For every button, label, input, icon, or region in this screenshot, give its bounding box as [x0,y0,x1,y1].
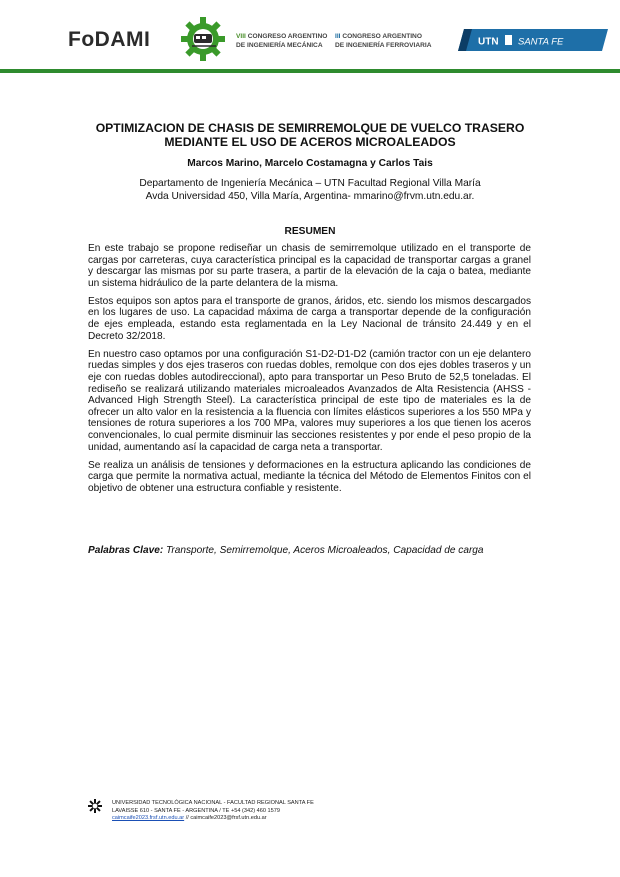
paper-authors: Marcos Marino, Marcelo Costamagna y Carlos Tais [187,158,433,169]
paper-title: OPTIMIZACION DE CHASIS DE SEMIRREMOLQUE DE VUELCO TRASERO MEDIANTE EL USO DE ACEROS MICROALEADOS [95,121,525,149]
abstract-heading: RESUMEN [284,226,336,237]
keywords-list: Transporte, Semirremolque, Aceros Microaleados, Capacidad de carga [163,545,484,556]
abstract-body [88,243,531,501]
utn-emblem-icon [88,799,102,813]
keywords-label: Palabras Clave: [88,545,164,556]
gear-train-logo-icon [180,16,226,62]
abstract-paragraph: Se realiza un análisis de tensiones y deformaciones en la estructura aplicando las condiciones de carga que permite la normativa actual, mediante la técnica del Método de Elementos Finitos con el objetivo de obtener una estructura confiable y resistente. [88,459,531,494]
utn-emblem-icon [505,35,512,45]
footer-address: LAVAISSE 610 - SANTA FE - ARGENTINA / TE +54 (342) 460 1579 [112,807,280,814]
footer-email: caimcaife2023@frsf.utn.edu.ar [190,815,267,822]
page-footer [112,800,314,823]
footer-contact: caimcaife2023.frsf.utn.edu.ar // caimcaife2023@frsf.utn.edu.ar [112,815,267,822]
abstract-paragraph: Estos equipos son aptos para el transporte de granos, áridos, etc. siendo los mismos descargados en los lugares de uso. La capacidad máxima de carga a transportar depende de la configuración de ejes empleada, estando esta reglamentada en la Ley Nacional de tránsito 24.449 y en el Decreto 32/2018. [88,295,531,342]
keywords-line [88,545,531,556]
congress-railway-label: III CONGRESO ARGENTINO DE INGENIERÍA FERROVIARIA [335,33,432,49]
paper-affiliation: Departamento de Ingeniería Mecánica – UTN Facultad Regional Villa María Avda Universidad 450, Villa María, Argentina- mmarino@frvm.utn.edu.ar. [139,178,481,202]
footer-institution: UNIVERSIDAD TECNOLÓGICA NACIONAL - FACULTAD REGIONAL SANTA FE [112,800,314,806]
header-divider [0,69,620,73]
abstract-paragraph: En este trabajo se propone rediseñar un chasis de semirremolque utilizado en el transporte de cargas por carreteras, cuya característica principal es la capacidad de transportar cargas a granel y descargar las mismas por su parte trasera, a partir de la elevación de la caja o batea, mediante un sistema hidráulico de la parte delantera de la misma. [88,243,531,289]
congress-mechanical-label: VIII CONGRESO ARGENTINO DE INGENIERÍA MECÁNICA [236,33,328,49]
utn-city-label: SANTA FE [518,36,564,48]
footer-website-link[interactable]: caimcaife2023.frsf.utn.edu.ar [112,815,185,822]
fodami-logo-text: FoDAMI [68,28,151,51]
page-header [0,0,620,72]
utn-santa-fe-logo [458,29,608,51]
utn-label: UTN [478,36,499,48]
abstract-paragraph: En nuestro caso optamos por una configuración S1-D2-D1-D2 (camión tractor con un eje delantero ruedas simples y dos ejes traseros con ruedas dobles, remolque con dos ejes dobles traseros y un eje con ruedas dobles autodireccional), apto para transportar un Peso Bruto de 52,5 toneladas. El rediseño se realizará utilizando materiales microaleados Avanzados de Alta Resistencia (AHSS - Advanced High Strength Steel). La característica principal de este tipo de materiales es la de ofrecer un alto valor en la resistencia a la fluencia con límites elásticos superiores a los 550 MPa y tensiones de rotura superiores a los 700 MPa, valores muy superiores a los que tienen los aceros convencionales, lo cual permite disminuir las secciones resistentes y por ende el peso propio de la unidad, aumentando así la capacidad de carga neta a transportar. [88,348,531,453]
